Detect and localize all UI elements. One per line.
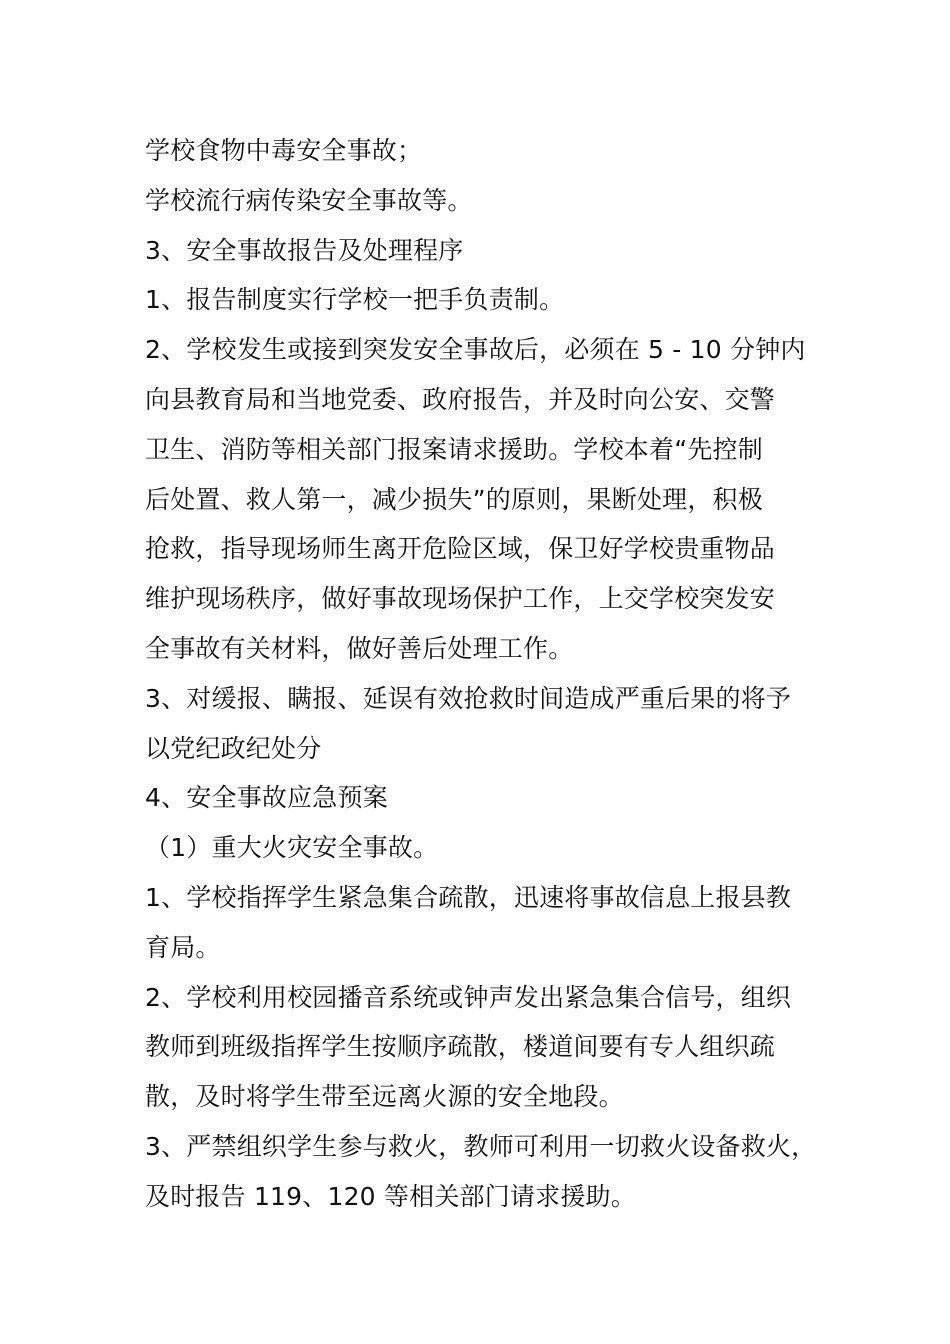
- section-heading: 4、安全事故应急预案: [145, 783, 388, 813]
- text-line: 教师到班级指挥学生按顺序疏散，楼道间要有专人组织疏: [145, 1032, 776, 1062]
- text-line: 散，及时将学生带至远离火源的安全地段。: [145, 1082, 624, 1112]
- document-body: [145, 126, 835, 1222]
- subsection-heading: （1）重大火灾安全事故。: [145, 833, 439, 863]
- text-line: 抢救，指导现场师生离开危险区域，保卫好学校贵重物品: [145, 534, 776, 564]
- text-line: 1、学校指挥学生紧急集合疏散，迅速将事故信息上报县教: [145, 882, 792, 912]
- text-line: 维护现场秩序，做好事故现场保护工作，上交学校突发安: [145, 584, 776, 614]
- section-heading: 3、安全事故报告及处理程序: [145, 235, 464, 265]
- text-line: 学校食物中毒安全事故；: [145, 136, 423, 165]
- text-line: 向县教育局和当地党委、政府报告，并及时向公安、交警: [145, 384, 776, 414]
- text-line: 育局。: [145, 932, 221, 962]
- text-line: 卫生、消防等相关部门报案请求援助。学校本着“先控制: [145, 434, 763, 464]
- text-line: 学校流行病传染安全事故等。: [145, 185, 473, 215]
- text-line: 全事故有关材料，做好善后处理工作。: [145, 633, 574, 663]
- text-line: 后处置、救人第一，减少损失”的原则，果断处理，积极: [145, 484, 763, 514]
- text-line: 以党纪政纪处分: [145, 733, 322, 763]
- text-line: 3、对缓报、瞒报、延误有效抢救时间造成严重后果的将予: [145, 683, 792, 713]
- text-line: 及时报告 119、120 等相关部门请求援助。: [145, 1181, 636, 1211]
- text-line: 3、严禁组织学生参与救火，教师可利用一切救火设备救火，: [145, 1131, 817, 1161]
- text-line: 2、学校发生或接到突发安全事故后，必须在 5 - 10 分钟内: [145, 335, 806, 365]
- text-line: 1、报告制度实行学校一把手负责制。: [145, 285, 565, 315]
- text-line: 2、学校利用校园播音系统或钟声发出紧急集合信号，组织: [145, 982, 792, 1012]
